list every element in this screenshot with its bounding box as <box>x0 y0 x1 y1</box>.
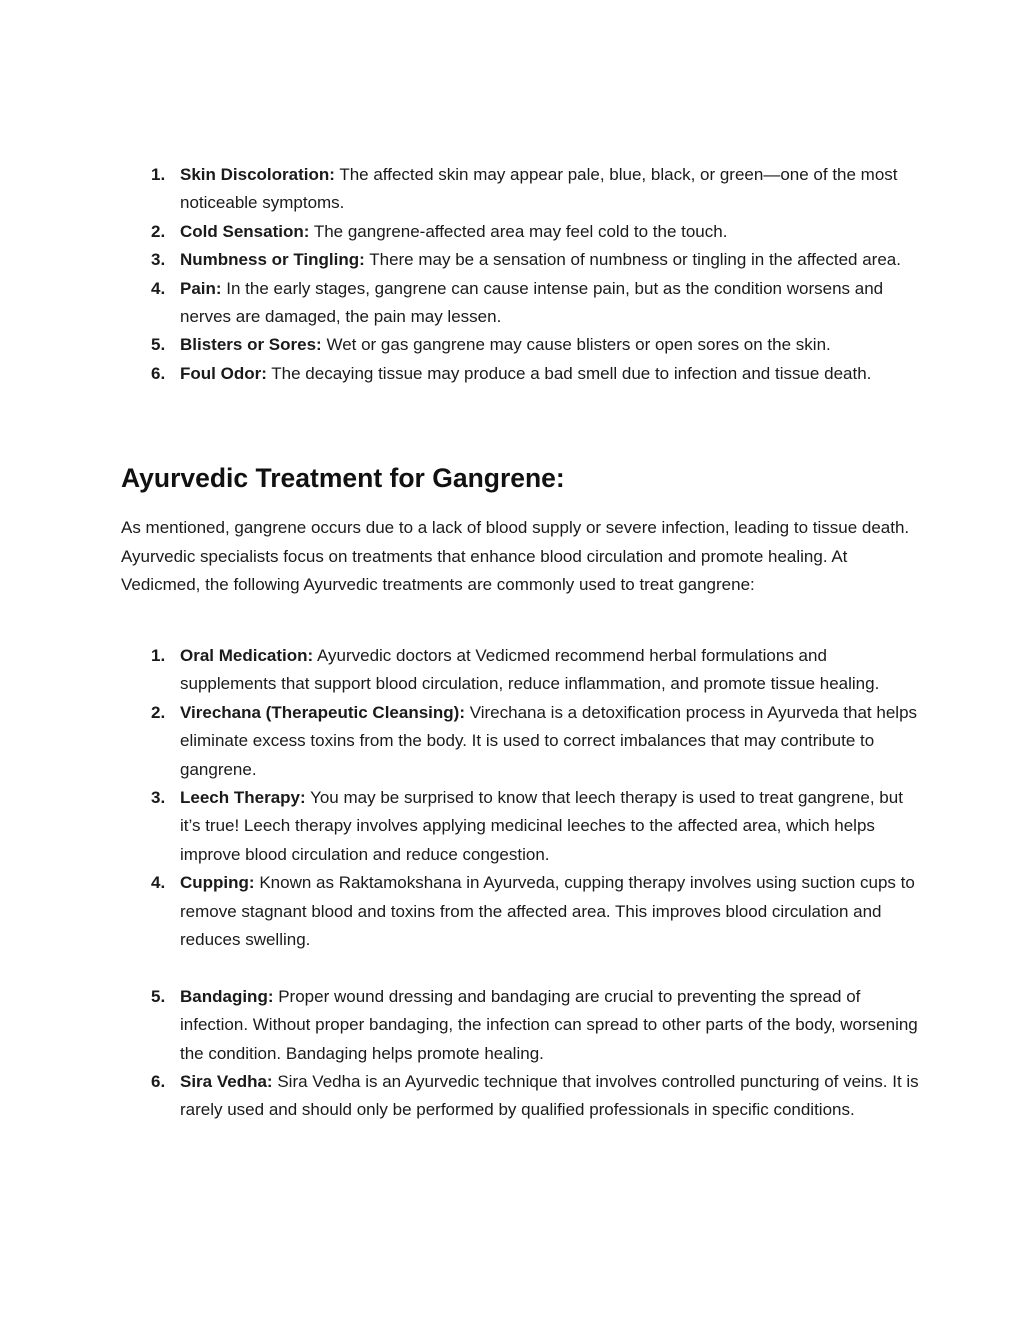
list-text: The gangrene-affected area may feel cold to the touch. <box>309 221 728 241</box>
list-text: Virechana is a detoxification process in Ayurveda that helps eliminate excess toxins from the body. It is used to correct imbalances that may contribute to gangrene. <box>180 702 918 779</box>
list-item <box>121 360 921 388</box>
list-term: Sira Vedha: <box>180 1072 273 1092</box>
list-term: Cold Sensation: <box>180 221 310 241</box>
list-text: The decaying tissue may produce a bad smell due to infection and tissue death. <box>266 363 872 383</box>
list-number: 1. <box>151 165 166 184</box>
list-item <box>121 642 921 699</box>
list-text: Wet or gas gangrene may cause blisters or open sores on the skin. <box>321 335 831 355</box>
list-number: 5. <box>151 986 166 1006</box>
list-number: 6. <box>151 363 166 383</box>
list-item <box>121 275 921 332</box>
list-item <box>121 218 921 246</box>
list-text: Known as Raktamokshana in Ayurveda, cupping therapy involves using suction cups to remove stagnant blood and toxins from the affected area. This improves blood circulation and reduces swelling. <box>180 873 915 950</box>
list-term: Oral Medication: <box>180 646 314 665</box>
list-term: Leech Therapy: <box>180 788 306 808</box>
list-term: Skin Discoloration: <box>180 165 335 184</box>
list-text: Ayurvedic doctors at Vedicmed recommend herbal formulations and supplements that support blood circulation, reduce inflammation, and promote tissue healing. <box>180 646 880 694</box>
symptoms-list <box>121 161 921 388</box>
list-number: 3. <box>151 250 166 270</box>
list-term: Foul Odor: <box>180 363 267 383</box>
list-item <box>121 869 921 954</box>
list-term: Cupping: <box>180 873 255 893</box>
list-item <box>121 161 921 218</box>
list-number: 1. <box>151 646 166 665</box>
list-number: 5. <box>151 335 166 355</box>
list-item <box>121 246 921 274</box>
list-item <box>121 699 921 784</box>
list-number: 4. <box>151 278 166 298</box>
list-text: Sira Vedha is an Ayurvedic technique that involves controlled puncturing of veins. It is rarely used and should only be performed by qualified professionals in specific conditions. <box>180 1072 919 1120</box>
list-term: Bandaging: <box>180 986 274 1006</box>
list-text: You may be surprised to know that leech therapy is used to treat gangrene, but it’s true! Leech therapy involves applying medicinal leeches to the affected area, which helps improve blood circulation and reduce congestion. <box>180 788 903 864</box>
list-item <box>121 784 921 869</box>
list-term: Virechana (Therapeutic Cleansing): <box>180 702 465 722</box>
list-number: 2. <box>151 221 166 241</box>
list-number: 2. <box>151 702 166 722</box>
list-number: 4. <box>151 873 166 893</box>
list-number: 3. <box>151 788 166 808</box>
list-text: In the early stages, gangrene can cause intense pain, but as the condition worsens and nerves are damaged, the pain may lessen. <box>180 278 884 327</box>
intro-paragraph: As mentioned, gangrene occurs due to a lack of blood supply or severe infection, leading to tissue death. Ayurvedic specialists focus on treatments that enhance blood circulation and promote healing. At Vedicmed, the following Ayurvedic treatments are commonly used to treat gangrene: <box>121 518 910 594</box>
list-item <box>121 983 921 1068</box>
treatments-list <box>121 642 921 1125</box>
list-item <box>121 331 921 359</box>
list-text: The affected skin may appear pale, blue, black, or green—one of the most noticeable symptoms. <box>180 165 898 213</box>
list-term: Numbness or Tingling: <box>180 250 365 270</box>
section-heading: Ayurvedic Treatment for Gangrene: <box>121 463 565 493</box>
list-item <box>121 1068 921 1125</box>
list-text: There may be a sensation of numbness or tingling in the affected area. <box>364 250 901 270</box>
list-term: Blisters or Sores: <box>180 335 322 355</box>
list-term: Pain: <box>180 278 222 298</box>
list-number: 6. <box>151 1072 166 1092</box>
list-text: Proper wound dressing and bandaging are crucial to preventing the spread of infection. Without proper bandaging, the infection can spread to other parts of the body, worsening the condition. Bandaging helps promote healing. <box>180 986 918 1063</box>
